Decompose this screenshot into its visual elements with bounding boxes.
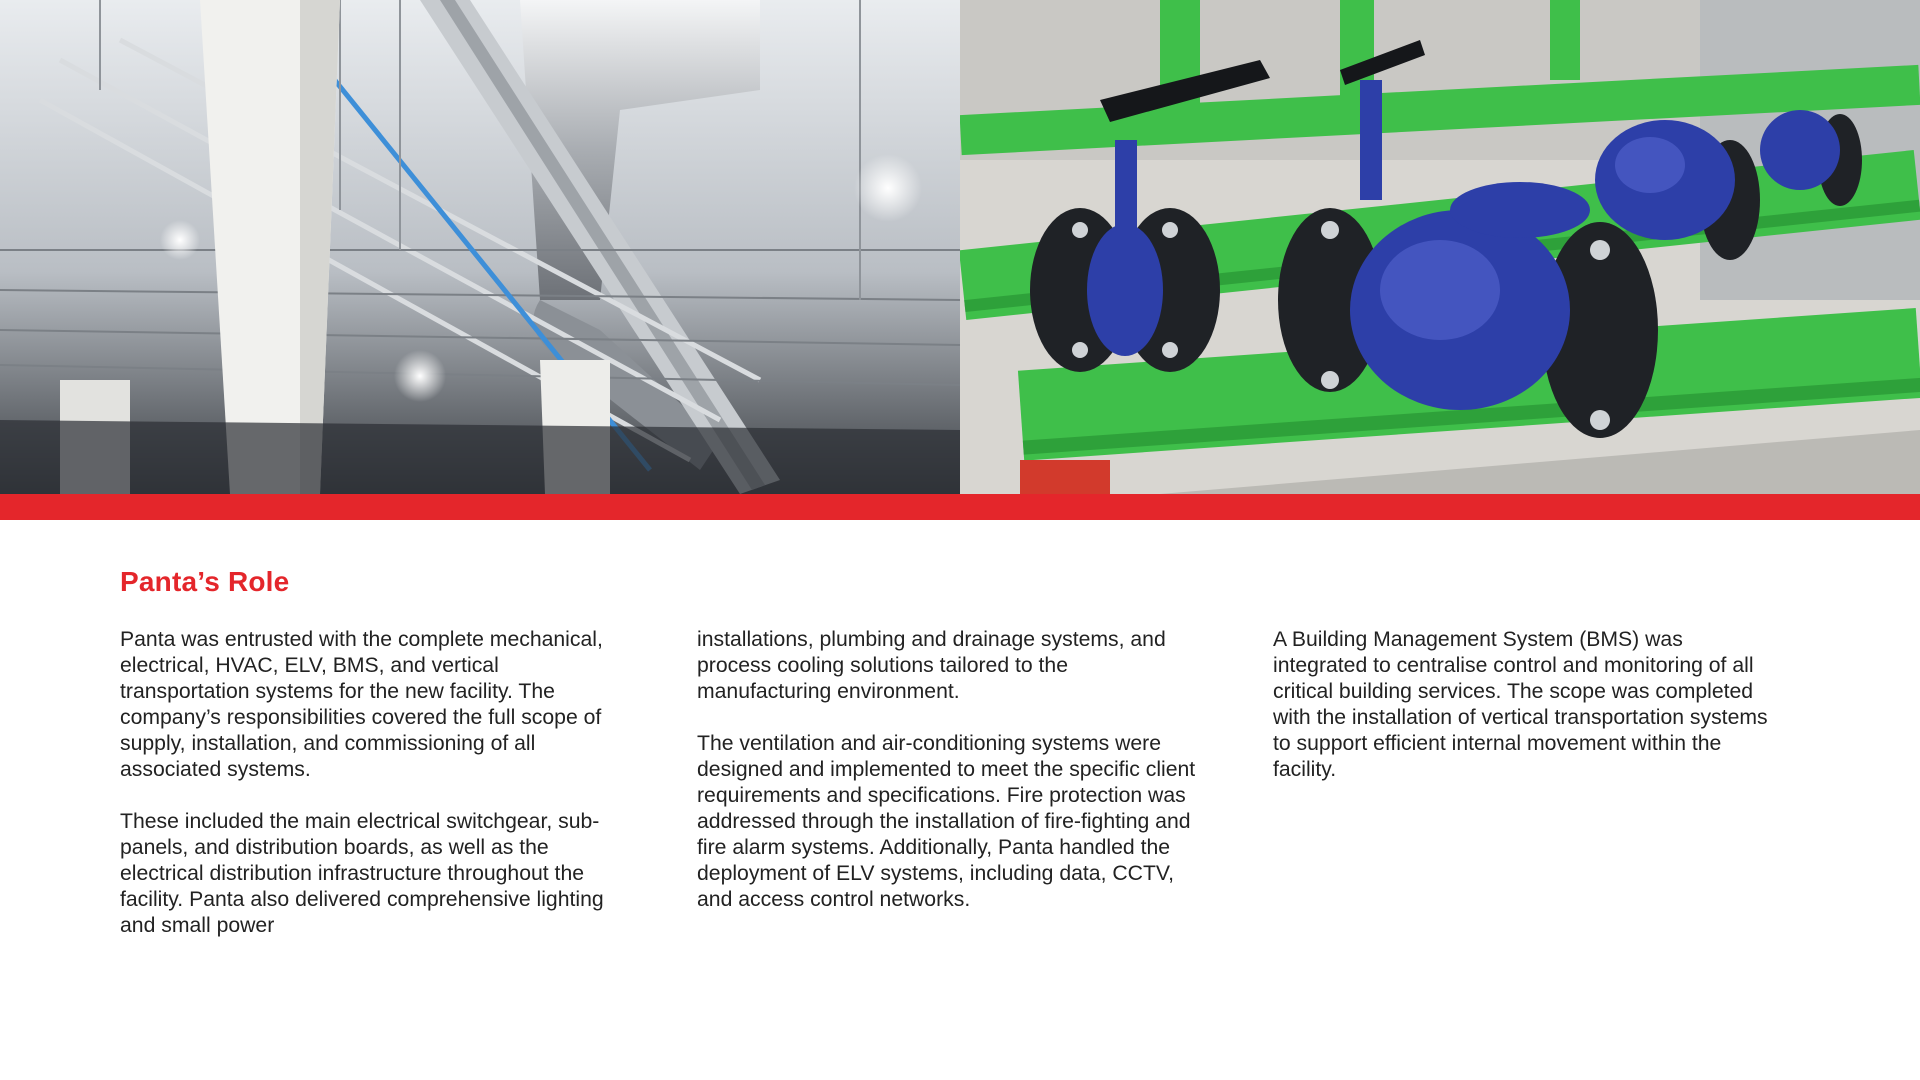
ceiling-ductwork-photo <box>0 0 960 494</box>
paragraph: The ventilation and air-conditioning systems were designed and implemented to meet the specific client requirements and specifications. Fire protection was addressed through the installation of fire-fighting and fire alarm systems. Additionally, Panta handled the deployment of ELV systems, including data, CCTV, and access control networks. <box>697 732 1196 911</box>
paragraph: These included the main electrical switchgear, sub-panels, and distribution boards, as well as the electrical distribution infrastructure throughout the facility. Panta also delivered comprehensive lighting and small power <box>120 810 604 937</box>
hero-images <box>0 0 1920 494</box>
paragraph: Panta was entrusted with the complete mechanical, electrical, HVAC, ELV, BMS, and vertical transportation systems for the new facility. The company’s responsibilities covered the full scope of supply, installation, and commissioning of all associated systems. <box>120 628 603 781</box>
text-column-2 <box>697 627 1197 939</box>
text-column-3 <box>1273 627 1773 809</box>
section-title: Panta’s Role <box>120 566 290 597</box>
paragraph: installations, plumbing and drainage systems, and process cooling solutions tailored to the manufacturing environment. <box>697 628 1166 703</box>
green-pipes-blue-valves-photo <box>960 0 1920 494</box>
accent-band <box>0 494 1920 520</box>
text-column-1 <box>120 627 620 965</box>
paragraph: A Building Management System (BMS) was integrated to centralise control and monitoring of all critical building services. The scope was completed with the installation of vertical transportation systems to support efficient internal movement within the facility. <box>1273 628 1768 781</box>
